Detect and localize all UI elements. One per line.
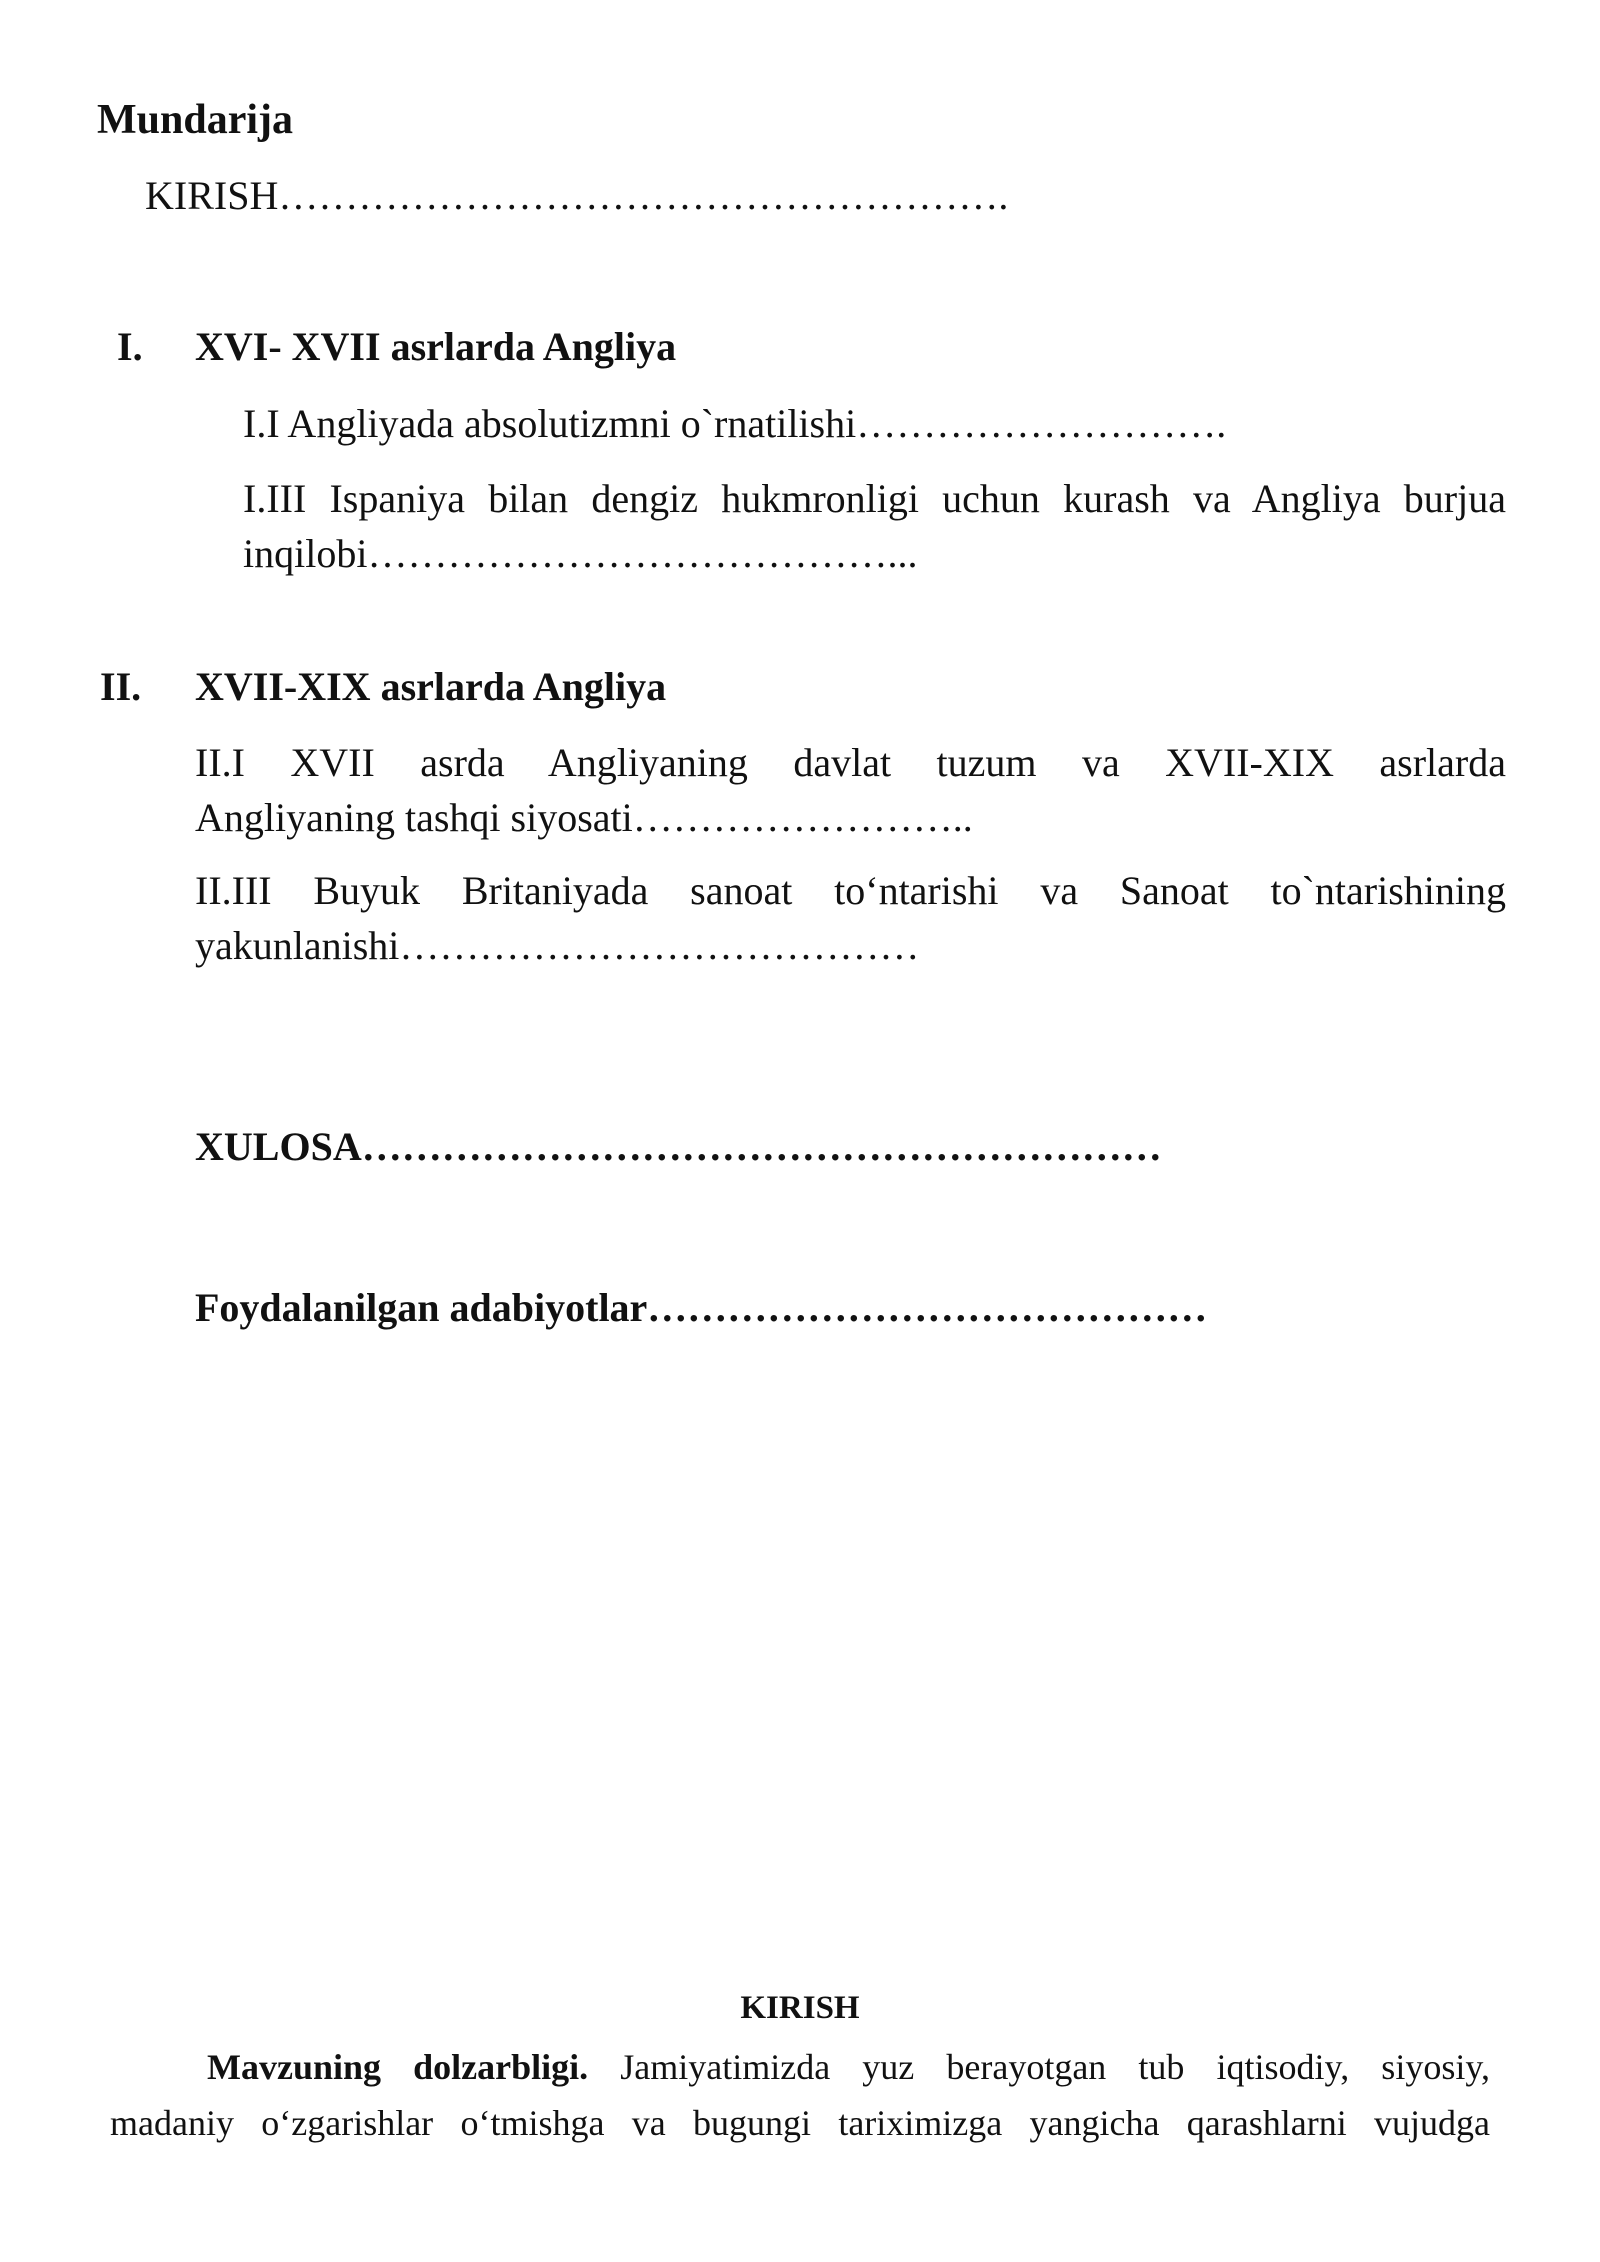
toc-entry-2-1-line2: Angliyaning tashqi siyosati…………………….. [195,795,973,840]
toc-entry-1-3 [243,471,1506,581]
toc-entry-1-3-line2: inqilobi…………………………………... [243,531,918,576]
toc-entry-2-3-line1: II.III Buyuk Britaniyada sanoat to‘ntarishi va Sanoat to`ntarishining [195,868,1506,913]
toc-conclusion-entry: XULOSA…………………………………………………… [195,1124,1162,1169]
toc-entry-2-3 [195,863,1506,973]
intro-lead-bold: Mavzuning dolzarbligi. [207,2047,589,2087]
intro-paragraph-line2: madaniy o‘zgarishlar o‘tmishga va bugungi tariximizga yangicha qarashlarni vujudga [110,2103,1490,2143]
toc-title: Mundarija [97,97,294,143]
section-1-title: XVI- XVII asrlarda Angliya [195,324,677,369]
toc-entry-2-3-line2: yakunlanishi………………………………… [195,923,920,968]
intro-paragraph-line1 [110,2046,1490,2088]
toc-entry-1-1: I.I Angliyada absolutizmni o`rnatilishi………………………. [243,401,1227,446]
toc-intro-entry: KIRISH………………………………………………. [145,173,1009,218]
intro-paragraph [110,2046,1490,2144]
toc-entry-1-3-line1: I.III Ispaniya bilan dengiz hukmronligi uchun kurash va Angliya burjua [243,476,1506,521]
toc-entry-2-1 [195,735,1506,845]
toc-references-entry: Foydalanilgan adabiyotlar…………………………………… [195,1285,1208,1330]
toc-entry-2-1-line1: II.I XVII asrda Angliyaning davlat tuzum va XVII-XIX asrlarda [195,740,1506,785]
intro-line1-rest: Jamiyatimizda yuz berayotgan tub iqtisodiy, siyosiy, [588,2047,1490,2087]
section-2-title: XVII-XIX asrlarda Angliya [195,664,667,709]
section-2-numeral: II. [100,664,142,709]
intro-heading: KIRISH [740,1990,860,2026]
section-1-numeral: I. [117,324,143,369]
